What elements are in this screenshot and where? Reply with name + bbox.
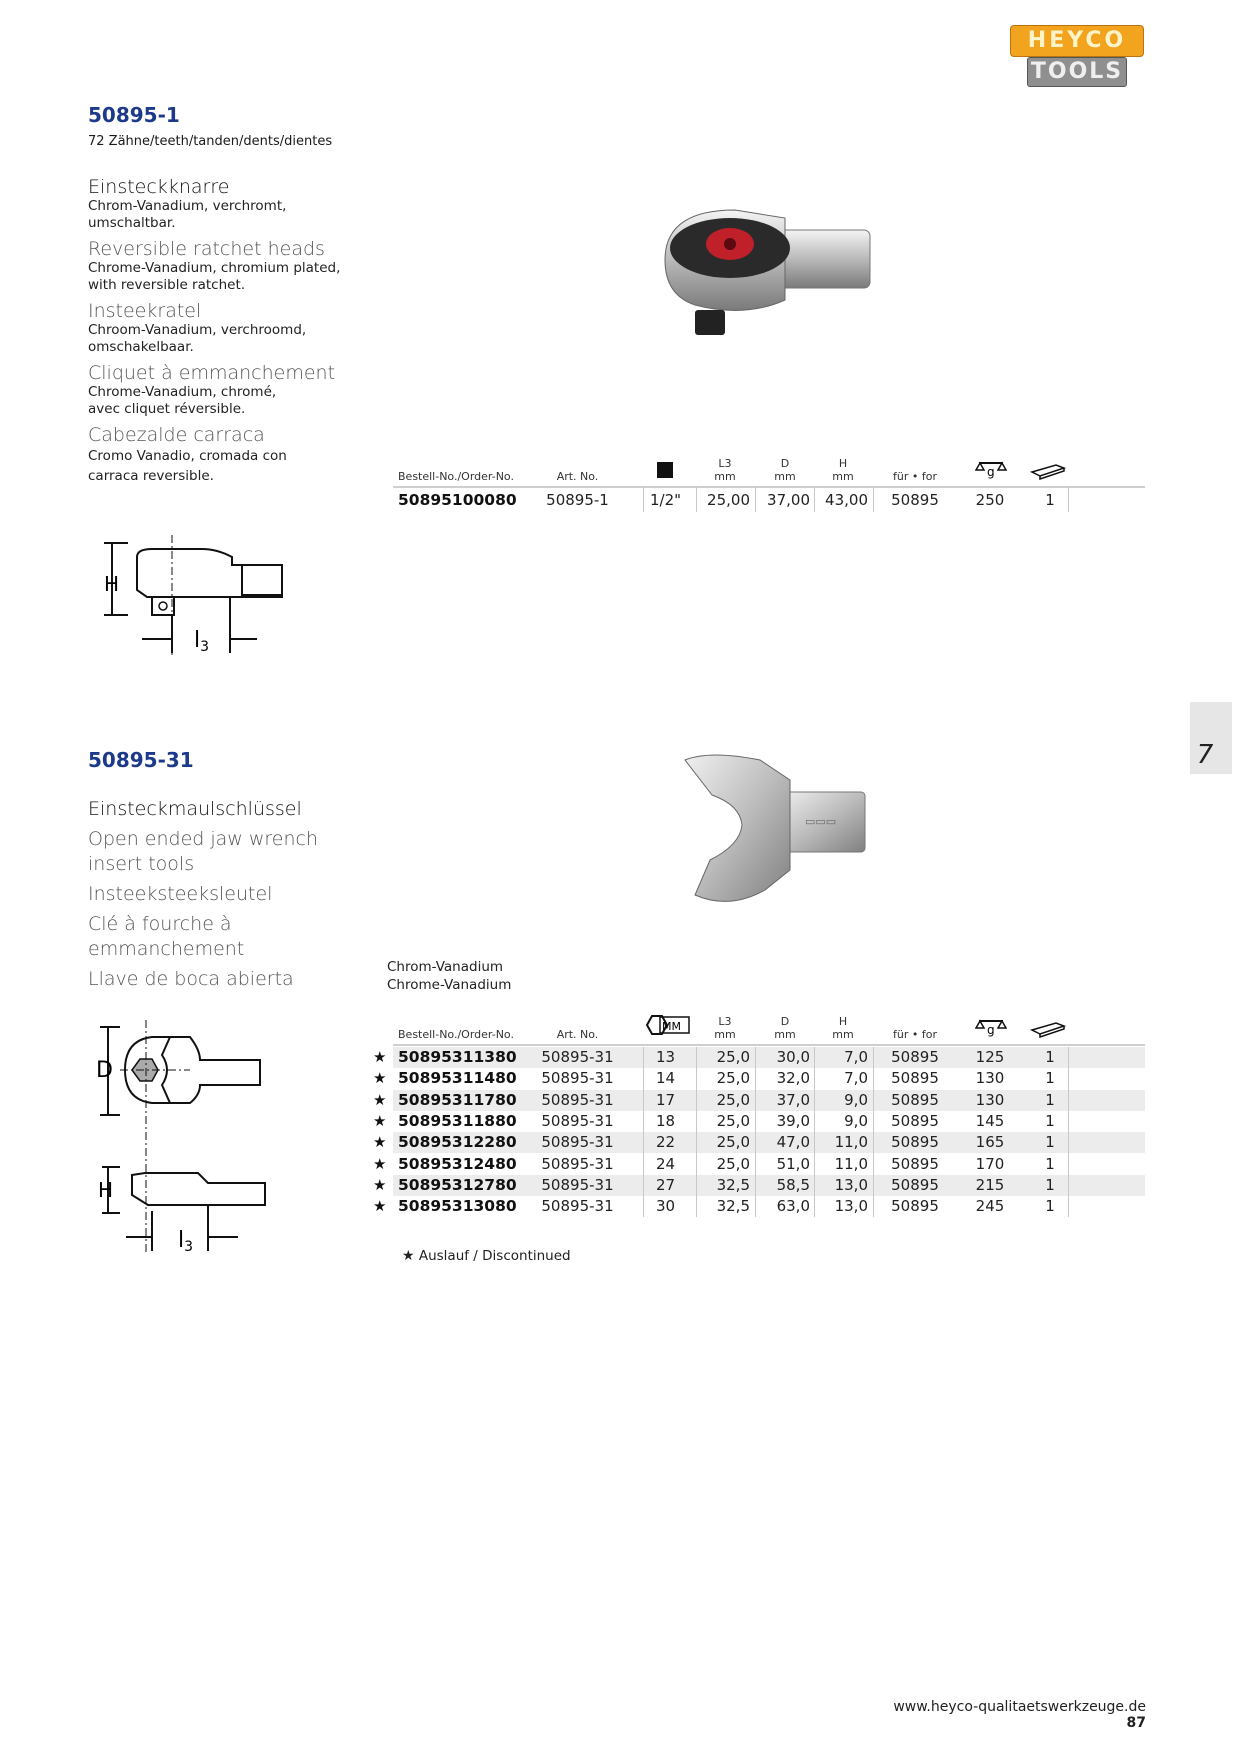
h-value: 9,0 [844,1090,868,1109]
l3-value: 32,5 [716,1175,750,1194]
desc-line: Cromo Vanadio, cromada con [88,448,287,464]
weight-value: 130 [975,1069,1005,1088]
dim-h-label: H [98,1178,114,1202]
l3-value: 25,0 [716,1069,750,1088]
weight-value: 215 [975,1175,1005,1194]
weight-value: 125 [975,1048,1005,1066]
h-value: 9,0 [844,1111,868,1130]
svg-text:▭▭▭: ▭▭▭ [805,815,837,828]
desc-line: avec cliquet réversible. [88,401,246,417]
weight-value: 165 [975,1133,1005,1152]
order-number: 50895311480 [398,1069,517,1088]
col-divider [643,486,644,512]
for-value: 50895 [891,1048,939,1066]
weight-scale-icon [975,458,1007,480]
weight-value: 145 [975,1111,1005,1130]
title-fr: Clé à fourche à [88,913,232,935]
qty-value: 1 [1045,1133,1055,1152]
jaw-size: 27 [655,1175,676,1194]
weight-value: 130 [975,1090,1005,1109]
desc-line: omschakelbaar. [88,339,194,355]
order-number: 50895311780 [398,1090,517,1109]
h-value: 13,0 [834,1197,868,1216]
table2-header-rule [393,1044,1145,1046]
d-value: 51,0 [776,1154,810,1173]
for-value: 50895 [891,1175,939,1194]
desc-de [88,176,388,232]
d-value: 63,0 [776,1197,810,1216]
desc-line: umschaltbar. [88,215,176,231]
col-d-header: D mm [774,1015,796,1041]
jaw-size: 22 [655,1133,676,1152]
dim-d-label: D [96,1058,113,1083]
col-l3-header: L3 mm [714,457,736,483]
col-for-header: für • for [893,470,937,483]
order-number: 50895312780 [398,1175,517,1194]
chapter-number: 7 [1196,740,1214,770]
product-code: 50895-1 [88,103,180,127]
jaw-size: 14 [655,1069,676,1088]
col-divider [696,1047,697,1217]
table-row [0,1132,1240,1153]
weight-scale-icon [975,1016,1007,1038]
title-nl: Insteeksteeksleutel [88,883,273,905]
title-de: Einsteckknarre [88,176,230,198]
svg-text:g: g [987,465,995,479]
art-number: 50895-31 [541,1197,614,1216]
title-de: Einsteckmaulschlüssel [88,798,302,820]
material-de: Chrom-Vanadium [387,959,504,975]
title-nl: Insteekratel [88,300,202,322]
col-art-header: Art. No. [556,470,599,483]
desc-es [88,424,388,486]
product-descriptions [88,176,388,486]
jaw-size: 18 [655,1111,676,1130]
title-fr: Cliquet à emmanchement [88,362,336,384]
d-value: 37,0 [776,1090,810,1109]
brand-logo-bottom: TOOLS [1027,57,1127,87]
col-divider [814,486,815,512]
col-divider [755,1047,756,1217]
jaw-size: 24 [655,1154,676,1173]
teeth-info: 72 Zähne/teeth/tanden/dents/dientes [88,134,333,149]
desc-line: Chroom-Vanadium, verchroomd, [88,322,307,338]
jaw-wrench-image [670,750,870,910]
for-value: 50895 [891,1154,939,1173]
table-row [0,1175,1240,1196]
weight-value: 245 [975,1197,1005,1216]
footnote-text: Auslauf / Discontinued [418,1248,571,1264]
product-descriptions [88,797,388,992]
ratchet-head-image [655,200,875,355]
footer-url[interactable]: www.heyco-qualitaetswerkzeuge.de [893,1699,1146,1715]
h-value: 43,00 [825,491,868,509]
l3-value: 25,0 [716,1090,750,1109]
weight-value: 250 [975,491,1005,509]
qty-value: 1 [1045,1197,1055,1216]
for-value: 50895 [891,1069,939,1088]
art-number: 50895-31 [541,1069,614,1088]
col-divider [1068,1047,1069,1217]
discontinued-star-icon: ★ [373,1048,387,1066]
discontinued-star-icon: ★ [373,1111,387,1130]
col-divider [814,1047,815,1217]
order-number: 50895313080 [398,1197,517,1216]
discontinued-star-icon: ★ [373,1175,387,1194]
l3-value: 25,0 [716,1048,750,1066]
col-art-header: Art. No. [556,1028,599,1041]
col-divider [1068,486,1069,512]
l3-value: 25,00 [707,491,750,509]
desc-line: with reversible ratchet. [88,277,246,293]
table-row [0,1068,1240,1089]
qty-value: 1 [1045,1154,1055,1173]
page-number: 87 [1126,1715,1146,1731]
order-number: 50895311380 [398,1048,517,1066]
package-qty-icon [1030,462,1066,480]
l3-value: 32,5 [716,1197,750,1216]
hex-size-icon [645,1013,691,1037]
art-number: 50895-31 [541,1048,614,1066]
material-en: Chrome-Vanadium [387,977,512,993]
for-value: 50895 [891,1197,939,1216]
footnote [402,1248,571,1264]
table-row [0,1090,1240,1111]
order-number: 50895311880 [398,1111,517,1130]
svg-text:MM: MM [662,1020,681,1033]
discontinued-star-icon: ★ [373,1154,387,1173]
col-l3-header: L3 mm [714,1015,736,1041]
square-drive-icon [657,462,673,478]
qty-value: 1 [1045,1090,1055,1109]
qty-value: 1 [1045,1069,1055,1088]
title-fr-cont: emmanchement [88,938,245,960]
art-number: 50895-31 [541,1090,614,1109]
desc-fr [88,362,388,418]
title-en: Reversible ratchet heads [88,238,325,260]
h-value: 11,0 [834,1133,868,1152]
footer [870,1699,1146,1731]
l3-value: 25,0 [716,1154,750,1173]
qty-value: 1 [1045,1048,1055,1066]
discontinued-star-icon: ★ [373,1090,387,1109]
table-row [0,1154,1240,1175]
l3-value: 25,0 [716,1133,750,1152]
ratchet-dimension-drawing [92,535,292,660]
jaw-size: 13 [655,1048,676,1066]
col-divider [643,1047,644,1217]
for-value: 50895 [891,1111,939,1130]
desc-line: Chrome-Vanadium, chromé, [88,384,277,400]
col-order-header: Bestell-No./Order-No. [398,470,514,483]
d-value: 58,5 [776,1175,810,1194]
col-divider [696,486,697,512]
col-for-header: für • for [893,1028,937,1041]
art-number: 50895-31 [541,1133,614,1152]
for-value: 50895 [891,1090,939,1109]
dim-l3-label: l3 [194,628,210,655]
d-value: 30,0 [776,1048,810,1066]
title-en-cont: insert tools [88,853,195,875]
qty-value: 1 [1045,1175,1055,1194]
desc-en [88,238,388,294]
col-h-header: H mm [832,1015,854,1041]
title-es: Cabezalde carraca [88,424,265,446]
desc-nl [88,300,388,356]
d-value: 32,0 [776,1069,810,1088]
table-row [0,1196,1240,1217]
chapter-tab [1190,702,1232,774]
h-value: 7,0 [844,1069,868,1088]
order-number: 50895312480 [398,1154,517,1173]
art-number: 50895-31 [541,1175,614,1194]
dim-l3-label: l3 [178,1228,194,1255]
jaw-size: 30 [655,1197,676,1216]
col-order-header: Bestell-No./Order-No. [398,1028,514,1041]
table1-header-rule [393,486,1145,488]
d-value: 39,0 [776,1111,810,1130]
jaw-size: 17 [655,1090,676,1109]
h-value: 7,0 [844,1048,868,1066]
brand-logo [1010,25,1144,89]
for-value: 50895 [891,491,939,509]
star-icon: ★ [402,1248,415,1264]
dim-h-label: H [104,572,120,596]
desc-line: carraca reversible. [88,468,214,484]
order-number: 50895312280 [398,1133,517,1152]
brand-logo-top: HEYCO [1010,25,1144,57]
discontinued-star-icon: ★ [373,1133,387,1152]
discontinued-star-icon: ★ [373,1197,387,1216]
title-en: Open ended jaw wrench [88,828,319,850]
square-drive: 1/2" [649,491,682,509]
product-code: 50895-31 [88,748,194,772]
weight-value: 170 [975,1154,1005,1173]
table-row [0,1111,1240,1132]
discontinued-star-icon: ★ [373,1069,387,1088]
l3-value: 25,0 [716,1111,750,1130]
svg-text:g: g [987,1023,995,1037]
order-number: 50895100080 [398,491,517,509]
d-value: 37,00 [767,491,810,509]
desc-line: Chrome-Vanadium, chromium plated, [88,260,341,276]
col-h-header: H mm [832,457,854,483]
col-divider [873,1047,874,1217]
table-row [0,1047,1240,1068]
art-number: 50895-31 [541,1111,614,1130]
title-es: Llave de boca abierta [88,968,294,990]
col-divider [755,486,756,512]
desc-line: Chrom-Vanadium, verchromt, [88,198,287,214]
h-value: 13,0 [834,1175,868,1194]
art-number: 50895-1 [546,491,609,509]
package-qty-icon [1030,1020,1066,1038]
art-number: 50895-31 [541,1154,614,1173]
d-value: 47,0 [776,1133,810,1152]
h-value: 11,0 [834,1154,868,1173]
for-value: 50895 [891,1133,939,1152]
qty-value: 1 [1045,491,1055,509]
qty-value: 1 [1045,1111,1055,1130]
col-divider [873,486,874,512]
table2-body [0,1047,1240,1222]
col-d-header: D mm [774,457,796,483]
